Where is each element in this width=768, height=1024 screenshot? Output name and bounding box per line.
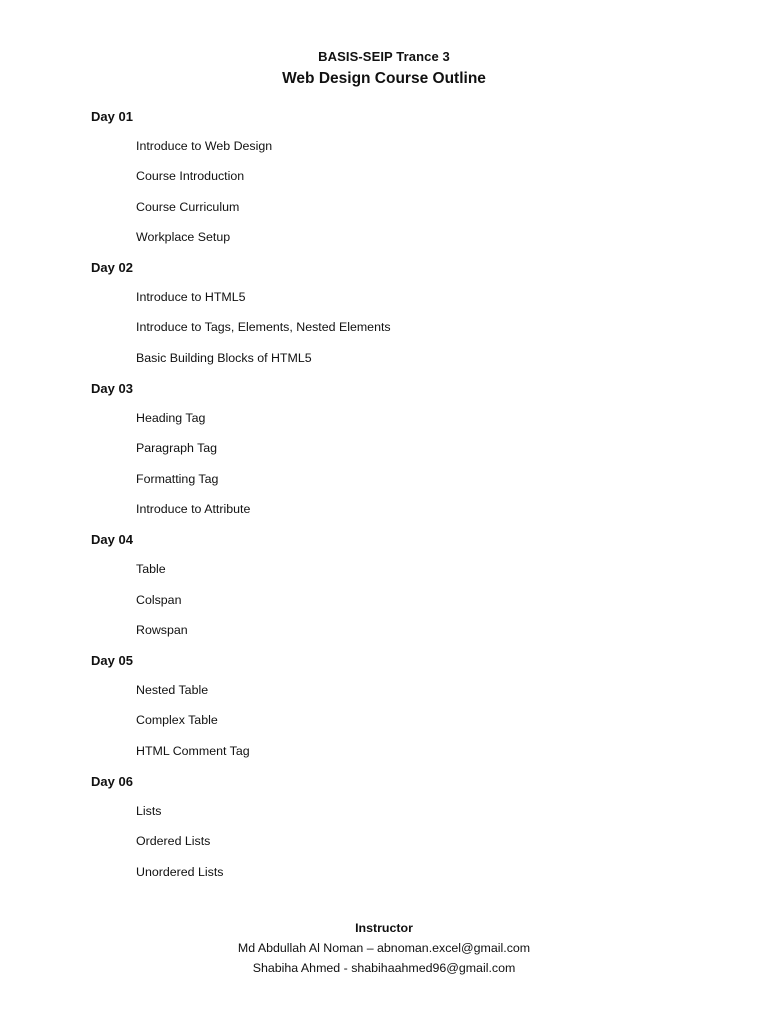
topic-item: Formatting Tag xyxy=(136,471,219,486)
topic-item: Heading Tag xyxy=(136,411,206,426)
topic-item: Complex Table xyxy=(136,713,218,728)
topic-item: Colspan xyxy=(136,592,182,607)
day-title: Day 01 xyxy=(91,109,133,124)
page-title: Web Design Course Outline xyxy=(282,70,486,87)
day-block xyxy=(91,531,731,652)
topic-item: Unordered Lists xyxy=(136,864,224,879)
topic-item: Table xyxy=(136,562,166,577)
course-outline xyxy=(91,108,731,894)
topic-item: Rowspan xyxy=(136,622,188,637)
topic-item: Introduce to Attribute xyxy=(136,501,251,516)
topic-item: Workplace Setup xyxy=(136,229,231,244)
topic-item: Ordered Lists xyxy=(136,834,211,849)
day-title: Day 05 xyxy=(91,653,133,669)
topic-item: Paragraph Tag xyxy=(136,441,218,456)
instructor-footer xyxy=(0,918,768,978)
topic-item: Course Introduction xyxy=(136,169,245,184)
day-block xyxy=(91,108,731,259)
topic-item: Course Curriculum xyxy=(136,199,240,214)
day-block xyxy=(91,259,731,380)
day-title: Day 03 xyxy=(91,381,133,397)
topic-item: HTML Comment Tag xyxy=(136,743,250,758)
topic-item: Lists xyxy=(136,804,162,819)
day-title: Day 04 xyxy=(91,532,133,548)
day-block xyxy=(91,773,731,894)
topic-item: Introduce to Web Design xyxy=(136,139,273,153)
day-block xyxy=(91,380,731,531)
day-block xyxy=(91,652,731,773)
day-title: Day 02 xyxy=(91,260,133,276)
instructor-contact: Shabiha Ahmed - shabihaahmed96@gmail.com xyxy=(252,961,516,975)
topic-item: Introduce to HTML5 xyxy=(136,290,246,305)
topic-item: Basic Building Blocks of HTML5 xyxy=(136,350,312,365)
topic-item: Introduce to Tags, Elements, Nested Elements xyxy=(136,320,391,335)
program-name: BASIS-SEIP Trance 3 xyxy=(318,49,450,64)
topic-item: Nested Table xyxy=(136,683,209,698)
instructor-heading: Instructor xyxy=(355,921,413,935)
day-title: Day 06 xyxy=(91,774,133,790)
instructor-contact: Md Abdullah Al Noman – abnoman.excel@gmail.com xyxy=(237,941,531,955)
